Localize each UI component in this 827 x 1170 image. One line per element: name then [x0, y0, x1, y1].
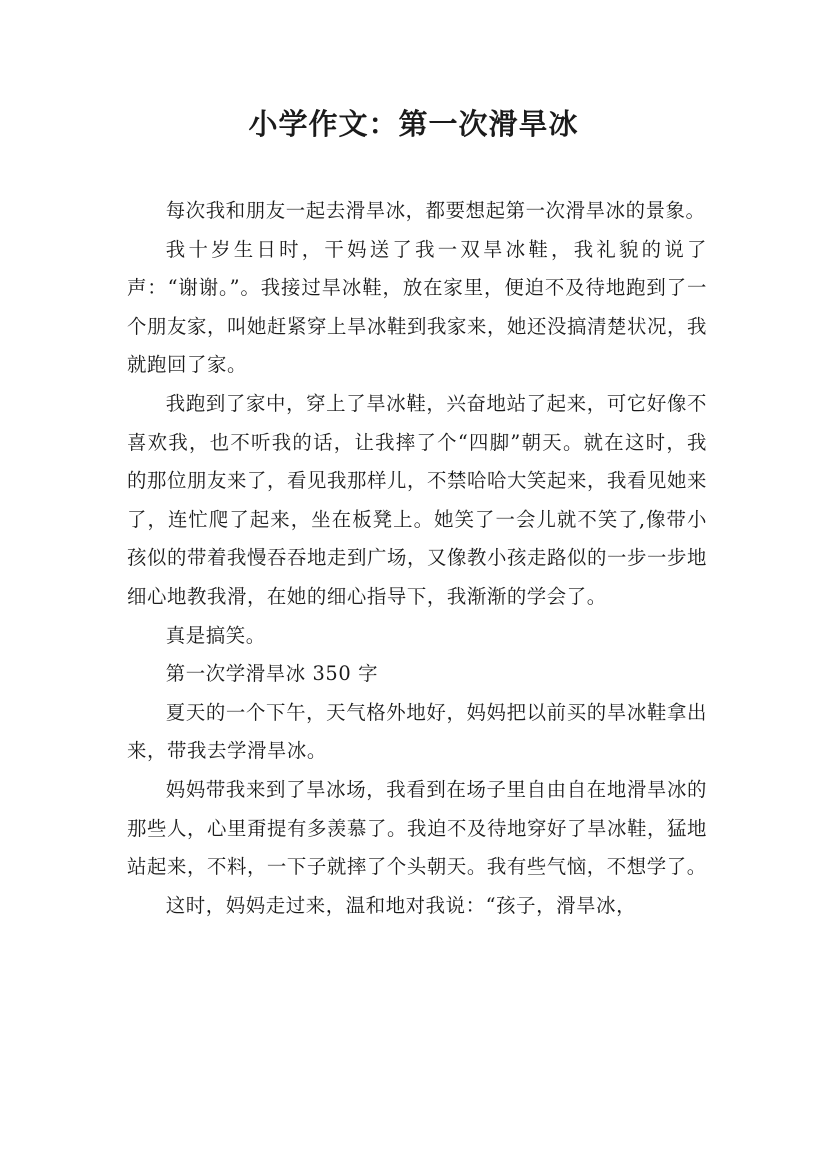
- document-title: 小学作文：第一次滑旱冰: [248, 107, 579, 141]
- paragraph: 每次我和朋友一起去滑旱冰，都要想起第一次滑旱冰的景象。: [165, 199, 706, 222]
- paragraph: 我十岁生日时，干妈送了我一双旱冰鞋，我礼貌的说了声：“谢谢。”。我接过旱冰鞋，放在家里，便迫不及待地跑到了一个朋友家，叫她赶紧穿上旱冰鞋到我家来，她还没搞清楚状况，我就跑回了家。: [127, 237, 707, 377]
- paragraph: 我跑到了家中，穿上了旱冰鞋，兴奋地站了起来，可它好像不喜欢我，也不听我的话，让我摔了个“四脚”朝天。就在这时，我的那位朋友来了，看见我那样儿，不禁哈哈大笑起来，我看见她来了，连忙爬了起来，坐在板凳上。她笑了一会儿就不笑了,像带小孩似的带着我慢吞吞地走到广场，又像教小孩走路似的一步一步地细心地教我滑，在她的细心指导下，我渐渐的学会了。: [127, 391, 707, 608]
- section-heading: 第一次学滑旱冰 350 字: [165, 662, 379, 686]
- paragraph: 真是搞笑。: [165, 623, 266, 647]
- paragraph: 这时，妈妈走过来，温和地对我说：“孩子，滑旱冰，: [165, 893, 637, 917]
- paragraph: 妈妈带我来到了旱冰场，我看到在场子里自由自在地滑旱冰的那些人，心里甭提有多羡慕了。我迫不及待地穿好了旱冰鞋，猛地站起来，不料，一下子就摔了个头朝天。我有些气恼，不想学了。: [127, 777, 707, 879]
- paragraph: 夏天的一个下午，天气格外地好，妈妈把以前买的旱冰鞋拿出来，带我去学滑旱冰。: [127, 700, 707, 763]
- document-body: [127, 192, 707, 925]
